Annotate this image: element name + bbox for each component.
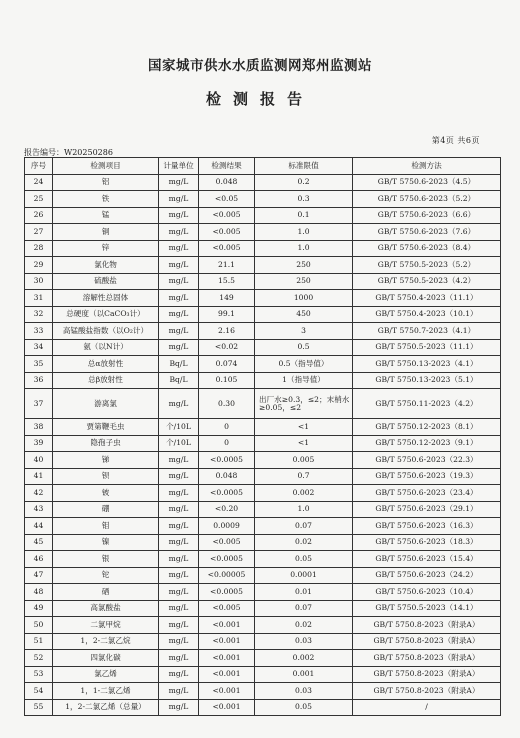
table-row	[25, 485, 501, 502]
test-item-cell: 氯化物	[53, 257, 159, 274]
test-method-cell: GB/T 5750.6-2023（7.6）	[353, 224, 501, 241]
standard-limit-cell: 0.02	[255, 617, 353, 634]
page-info: 第4页 共6页	[431, 136, 480, 145]
result-cell: <0.20	[199, 501, 255, 518]
test-item-cell: 高锰酸盐指数（以O₂计）	[53, 323, 159, 340]
standard-limit-cell: 0.5（指导值）	[255, 356, 353, 373]
test-method-cell: GB/T 5750.6-2023（29.1）	[353, 501, 501, 518]
test-method-cell: GB/T 5750.6-2023（6.6）	[353, 207, 501, 224]
standard-limit-cell: 250	[255, 257, 353, 274]
standard-limit-cell: 1000	[255, 290, 353, 307]
test-item-cell: 锑	[53, 452, 159, 469]
table-row	[25, 551, 501, 568]
table-row	[25, 666, 501, 683]
row-number-cell: 44	[25, 518, 53, 535]
test-method-cell: GB/T 5750.4-2023（10.1）	[353, 306, 501, 323]
test-method-cell: GB/T 5750.6-2023（8.4）	[353, 240, 501, 257]
test-method-cell: GB/T 5750.6-2023（24.2）	[353, 567, 501, 584]
standard-limit-cell: 0.1	[255, 207, 353, 224]
row-number-cell: 35	[25, 356, 53, 373]
table-row	[25, 567, 501, 584]
table-row	[25, 600, 501, 617]
test-method-cell: GB/T 5750.6-2023（18.3）	[353, 534, 501, 551]
unit-cell: mg/L	[159, 468, 199, 485]
unit-cell: mg/L	[159, 306, 199, 323]
table-row	[25, 518, 501, 535]
test-method-cell: GB/T 5750.12-2023（9.1）	[353, 435, 501, 452]
table-row	[25, 501, 501, 518]
header-cell: 检测方法	[353, 158, 501, 175]
test-method-cell: GB/T 5750.13-2023（5.1）	[353, 372, 501, 389]
standard-limit-cell: 0.002	[255, 485, 353, 502]
unit-cell: mg/L	[159, 567, 199, 584]
unit-cell: mg/L	[159, 224, 199, 241]
result-cell: 0	[199, 419, 255, 436]
result-cell: <0.001	[199, 633, 255, 650]
table-row	[25, 468, 501, 485]
result-cell: <0.0005	[199, 584, 255, 601]
row-number-cell: 28	[25, 240, 53, 257]
result-cell: 99.1	[199, 306, 255, 323]
standard-limit-cell: 0.05	[255, 551, 353, 568]
table-row	[25, 290, 501, 307]
standard-limit-cell: 1.0	[255, 224, 353, 241]
unit-cell: mg/L	[159, 666, 199, 683]
test-method-cell: GB/T 5750.7-2023（4.1）	[353, 323, 501, 340]
result-cell: <0.005	[199, 600, 255, 617]
unit-cell: mg/L	[159, 699, 199, 716]
row-number-cell: 30	[25, 273, 53, 290]
test-method-cell: GB/T 5750.13-2023（4.1）	[353, 356, 501, 373]
test-item-cell: 银	[53, 551, 159, 568]
test-method-cell: GB/T 5750.6-2023（4.5）	[353, 174, 501, 191]
header-cell: 检测结果	[199, 158, 255, 175]
test-item-cell: 1，2-二氯乙烷	[53, 633, 159, 650]
table-row	[25, 683, 501, 700]
table-row	[25, 257, 501, 274]
result-cell: 21.1	[199, 257, 255, 274]
report-subtitle: 检测报告	[205, 90, 314, 108]
unit-cell: Bq/L	[159, 372, 199, 389]
results-table	[24, 157, 501, 716]
unit-cell: mg/L	[159, 617, 199, 634]
standard-limit-cell: 0.07	[255, 518, 353, 535]
unit-cell: mg/L	[159, 191, 199, 208]
test-method-cell: GB/T 5750.6-2023（19.3）	[353, 468, 501, 485]
row-number-cell: 42	[25, 485, 53, 502]
table-row	[25, 273, 501, 290]
test-item-cell: 铁	[53, 191, 159, 208]
unit-cell: mg/L	[159, 551, 199, 568]
table-row	[25, 224, 501, 241]
row-number-cell: 32	[25, 306, 53, 323]
test-item-cell: 总β放射性	[53, 372, 159, 389]
table-row	[25, 534, 501, 551]
unit-cell: 个/10L	[159, 419, 199, 436]
result-cell: <0.0005	[199, 551, 255, 568]
test-item-cell: 1，1-二氯乙烯	[53, 683, 159, 700]
standard-limit-cell: 3	[255, 323, 353, 340]
table-row	[25, 306, 501, 323]
result-cell: <0.001	[199, 699, 255, 716]
unit-cell: mg/L	[159, 600, 199, 617]
test-method-cell: GB/T 5750.5-2023（11.1）	[353, 339, 501, 356]
result-cell: <0.001	[199, 666, 255, 683]
test-method-cell: GB/T 5750.8-2023（附录A）	[353, 617, 501, 634]
test-item-cell: 铊	[53, 567, 159, 584]
unit-cell: mg/L	[159, 273, 199, 290]
result-cell: 0	[199, 435, 255, 452]
standard-limit-cell: 250	[255, 273, 353, 290]
standard-limit-cell: 0.07	[255, 600, 353, 617]
result-cell: 0.048	[199, 468, 255, 485]
test-item-cell: 镍	[53, 534, 159, 551]
test-item-cell: 隐孢子虫	[53, 435, 159, 452]
test-item-cell: 硼	[53, 501, 159, 518]
unit-cell: mg/L	[159, 323, 199, 340]
result-cell: <0.00005	[199, 567, 255, 584]
test-item-cell: 氨（以N计）	[53, 339, 159, 356]
table-row	[25, 339, 501, 356]
standard-limit-cell: 0.0001	[255, 567, 353, 584]
standard-limit-cell: 0.001	[255, 666, 353, 683]
table-row	[25, 650, 501, 667]
table-row	[25, 174, 501, 191]
test-item-cell: 总硬度（以CaCO₃计）	[53, 306, 159, 323]
standard-limit-cell: 0.01	[255, 584, 353, 601]
unit-cell: 个/10L	[159, 435, 199, 452]
row-number-cell: 55	[25, 699, 53, 716]
result-cell: <0.005	[199, 534, 255, 551]
result-cell: <0.001	[199, 683, 255, 700]
standard-limit-cell: 出厂水≥0.3，≤2；末梢水≥0.05，≤2	[255, 389, 353, 419]
standard-limit-cell: <1	[255, 419, 353, 436]
test-item-cell: 1，2-二氯乙烯（总量）	[53, 699, 159, 716]
test-item-cell: 四氯化碳	[53, 650, 159, 667]
unit-cell: mg/L	[159, 339, 199, 356]
test-item-cell: 钼	[53, 518, 159, 535]
row-number-cell: 53	[25, 666, 53, 683]
test-item-cell: 钡	[53, 468, 159, 485]
test-method-cell: GB/T 5750.12-2023（8.1）	[353, 419, 501, 436]
row-number-cell: 24	[25, 174, 53, 191]
standard-limit-cell: 0.3	[255, 191, 353, 208]
table-header-row	[25, 158, 501, 175]
test-method-cell: GB/T 5750.8-2023（附录A）	[353, 650, 501, 667]
table-row	[25, 435, 501, 452]
test-method-cell: GB/T 5750.5-2023（14.1）	[353, 600, 501, 617]
test-item-cell: 游离氯	[53, 389, 159, 419]
table-row	[25, 419, 501, 436]
result-cell: <0.005	[199, 224, 255, 241]
unit-cell: mg/L	[159, 518, 199, 535]
row-number-cell: 49	[25, 600, 53, 617]
standard-limit-cell: 0.7	[255, 468, 353, 485]
test-method-cell: /	[353, 699, 501, 716]
test-item-cell: 溶解性总固体	[53, 290, 159, 307]
table-row	[25, 452, 501, 469]
header-cell: 检测项目	[53, 158, 159, 175]
result-cell: 2.16	[199, 323, 255, 340]
table-row	[25, 240, 501, 257]
unit-cell: mg/L	[159, 240, 199, 257]
standard-limit-cell: 0.005	[255, 452, 353, 469]
standard-limit-cell: <1	[255, 435, 353, 452]
test-item-cell: 硒	[53, 584, 159, 601]
standard-limit-cell: 0.002	[255, 650, 353, 667]
report-title: 国家城市供水水质监测网郑州监测站	[148, 58, 372, 74]
unit-cell: mg/L	[159, 633, 199, 650]
test-item-cell: 锌	[53, 240, 159, 257]
table-row	[25, 356, 501, 373]
test-item-cell: 铍	[53, 485, 159, 502]
test-item-cell: 氯乙烯	[53, 666, 159, 683]
row-number-cell: 40	[25, 452, 53, 469]
unit-cell: mg/L	[159, 452, 199, 469]
result-cell: <0.005	[199, 207, 255, 224]
standard-limit-cell: 1（指导值）	[255, 372, 353, 389]
test-item-cell: 铜	[53, 224, 159, 241]
test-method-cell: GB/T 5750.8-2023（附录A）	[353, 633, 501, 650]
test-method-cell: GB/T 5750.6-2023（22.3）	[353, 452, 501, 469]
result-cell: <0.005	[199, 240, 255, 257]
row-number-cell: 47	[25, 567, 53, 584]
row-number-cell: 38	[25, 419, 53, 436]
test-item-cell: 锰	[53, 207, 159, 224]
row-number-cell: 29	[25, 257, 53, 274]
result-cell: <0.0005	[199, 485, 255, 502]
test-item-cell: 硫酸盐	[53, 273, 159, 290]
test-method-cell: GB/T 5750.8-2023（附录A）	[353, 683, 501, 700]
result-cell: <0.0005	[199, 452, 255, 469]
header-cell: 标准限值	[255, 158, 353, 175]
table-row	[25, 191, 501, 208]
row-number-cell: 27	[25, 224, 53, 241]
test-method-cell: GB/T 5750.6-2023（10.4）	[353, 584, 501, 601]
result-cell: 149	[199, 290, 255, 307]
report-number: 报告编号：W20250286	[24, 148, 113, 157]
header-cell: 计量单位	[159, 158, 199, 175]
test-item-cell: 铝	[53, 174, 159, 191]
row-number-cell: 46	[25, 551, 53, 568]
unit-cell: mg/L	[159, 584, 199, 601]
test-item-cell: 二氯甲烷	[53, 617, 159, 634]
standard-limit-cell: 0.5	[255, 339, 353, 356]
test-item-cell: 高氯酸盐	[53, 600, 159, 617]
test-method-cell: GB/T 5750.6-2023（15.4）	[353, 551, 501, 568]
row-number-cell: 33	[25, 323, 53, 340]
row-number-cell: 41	[25, 468, 53, 485]
result-cell: 0.074	[199, 356, 255, 373]
result-cell: 0.105	[199, 372, 255, 389]
row-number-cell: 26	[25, 207, 53, 224]
result-cell: <0.02	[199, 339, 255, 356]
result-cell: <0.001	[199, 617, 255, 634]
table-row	[25, 617, 501, 634]
row-number-cell: 31	[25, 290, 53, 307]
unit-cell: mg/L	[159, 485, 199, 502]
row-number-cell: 50	[25, 617, 53, 634]
row-number-cell: 54	[25, 683, 53, 700]
row-number-cell: 43	[25, 501, 53, 518]
test-method-cell: GB/T 5750.5-2023（5.2）	[353, 257, 501, 274]
row-number-cell: 45	[25, 534, 53, 551]
table-row	[25, 207, 501, 224]
header-cell: 序号	[25, 158, 53, 175]
standard-limit-cell: 450	[255, 306, 353, 323]
standard-limit-cell: 1.0	[255, 240, 353, 257]
test-method-cell: GB/T 5750.6-2023（23.4）	[353, 485, 501, 502]
unit-cell: mg/L	[159, 174, 199, 191]
unit-cell: mg/L	[159, 534, 199, 551]
unit-cell: mg/L	[159, 257, 199, 274]
table-row	[25, 372, 501, 389]
unit-cell: Bq/L	[159, 356, 199, 373]
unit-cell: mg/L	[159, 650, 199, 667]
unit-cell: mg/L	[159, 501, 199, 518]
table-row	[25, 584, 501, 601]
standard-limit-cell: 1.0	[255, 501, 353, 518]
test-method-cell: GB/T 5750.4-2023（11.1）	[353, 290, 501, 307]
result-cell: 15.5	[199, 273, 255, 290]
row-number-cell: 48	[25, 584, 53, 601]
standard-limit-cell: 0.03	[255, 633, 353, 650]
unit-cell: mg/L	[159, 207, 199, 224]
standard-limit-cell: 0.02	[255, 534, 353, 551]
standard-limit-cell: 0.05	[255, 699, 353, 716]
test-method-cell: GB/T 5750.6-2023（5.2）	[353, 191, 501, 208]
standard-limit-cell: 0.2	[255, 174, 353, 191]
row-number-cell: 51	[25, 633, 53, 650]
result-cell: <0.05	[199, 191, 255, 208]
table-row	[25, 389, 501, 419]
row-number-cell: 34	[25, 339, 53, 356]
table-row	[25, 699, 501, 716]
table-row	[25, 323, 501, 340]
table-row	[25, 633, 501, 650]
unit-cell: mg/L	[159, 389, 199, 419]
test-method-cell: GB/T 5750.11-2023（4.2）	[353, 389, 501, 419]
unit-cell: mg/L	[159, 683, 199, 700]
result-cell: 0.30	[199, 389, 255, 419]
standard-limit-cell: 0.03	[255, 683, 353, 700]
test-method-cell: GB/T 5750.8-2023（附录A）	[353, 666, 501, 683]
test-item-cell: 贾第鞭毛虫	[53, 419, 159, 436]
result-cell: 0.0009	[199, 518, 255, 535]
row-number-cell: 36	[25, 372, 53, 389]
result-cell: <0.001	[199, 650, 255, 667]
unit-cell: mg/L	[159, 290, 199, 307]
test-method-cell: GB/T 5750.5-2023（4.2）	[353, 273, 501, 290]
row-number-cell: 52	[25, 650, 53, 667]
result-cell: 0.048	[199, 174, 255, 191]
row-number-cell: 37	[25, 389, 53, 419]
row-number-cell: 39	[25, 435, 53, 452]
test-method-cell: GB/T 5750.6-2023（16.3）	[353, 518, 501, 535]
test-item-cell: 总α放射性	[53, 356, 159, 373]
row-number-cell: 25	[25, 191, 53, 208]
